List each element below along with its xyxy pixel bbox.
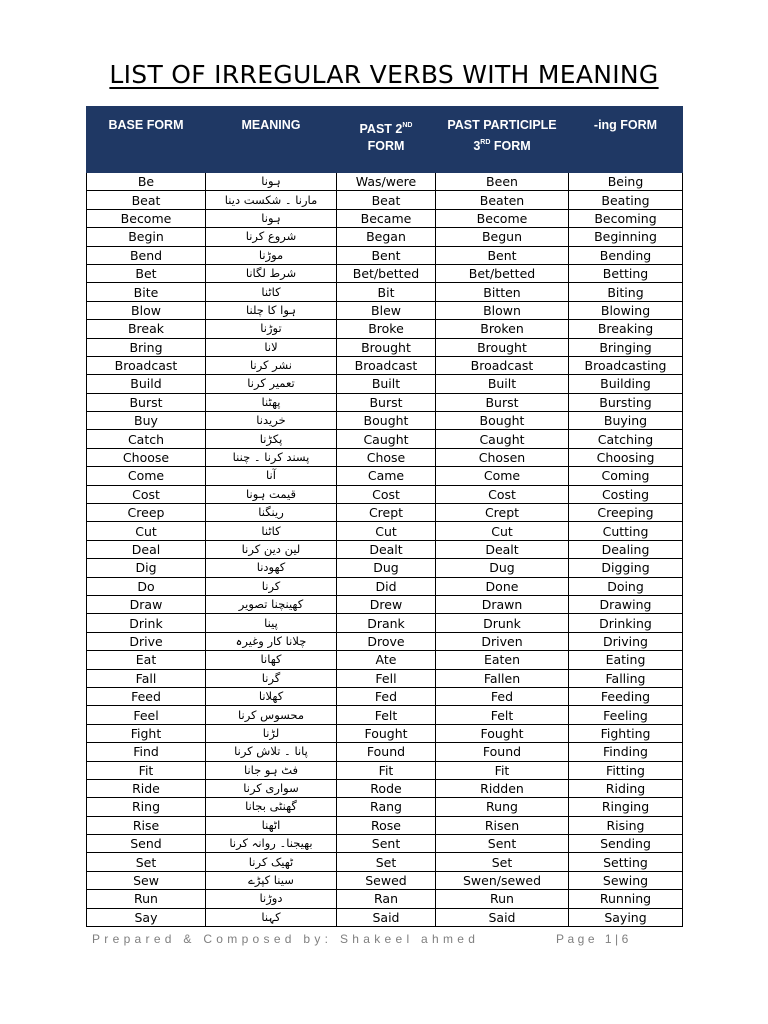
- cell-meaning: اٹھنا: [206, 816, 337, 834]
- cell-base-form: Catch: [87, 430, 206, 448]
- table-row: [87, 559, 683, 577]
- table-row: [87, 595, 683, 613]
- cell-past-form: Began: [337, 228, 436, 246]
- cell-base-form: Build: [87, 375, 206, 393]
- table-row: [87, 632, 683, 650]
- cell-past-form: Ran: [337, 890, 436, 908]
- cell-ing-form: Becoming: [569, 209, 683, 227]
- cell-past-form: Crept: [337, 504, 436, 522]
- cell-ing-form: Choosing: [569, 448, 683, 466]
- table-row: [87, 577, 683, 595]
- table-row: [87, 191, 683, 209]
- cell-ing-form: Dealing: [569, 540, 683, 558]
- cell-meaning: ہونا: [206, 173, 337, 191]
- cell-ing-form: Bringing: [569, 338, 683, 356]
- cell-base-form: Begin: [87, 228, 206, 246]
- cell-past-form: Drew: [337, 595, 436, 613]
- cell-base-form: Deal: [87, 540, 206, 558]
- cell-base-form: Eat: [87, 651, 206, 669]
- cell-past-form: Brought: [337, 338, 436, 356]
- header-base-form: BASE FORM: [87, 107, 206, 173]
- table-row: [87, 485, 683, 503]
- cell-past-participle: Built: [436, 375, 569, 393]
- cell-past-form: Drank: [337, 614, 436, 632]
- cell-past-participle: Set: [436, 853, 569, 871]
- table-row: [87, 173, 683, 191]
- footer-credit: Prepared & Composed by: Shakeel ahmed: [92, 932, 480, 946]
- cell-base-form: Feel: [87, 706, 206, 724]
- cell-ing-form: Feeling: [569, 706, 683, 724]
- cell-meaning: پانا ۔ تلاش کرنا: [206, 743, 337, 761]
- cell-base-form: Broadcast: [87, 356, 206, 374]
- cell-past-participle: Fit: [436, 761, 569, 779]
- cell-past-participle: Beaten: [436, 191, 569, 209]
- table-row: [87, 798, 683, 816]
- cell-ing-form: Beginning: [569, 228, 683, 246]
- table-row: [87, 743, 683, 761]
- cell-meaning: کھلانا: [206, 687, 337, 705]
- cell-ing-form: Creeping: [569, 504, 683, 522]
- cell-meaning: کھودنا: [206, 559, 337, 577]
- cell-past-participle: Become: [436, 209, 569, 227]
- footer-page-number: Page 1|6: [556, 932, 632, 946]
- cell-meaning: کہنا: [206, 908, 337, 926]
- cell-base-form: Ride: [87, 779, 206, 797]
- cell-ing-form: Driving: [569, 632, 683, 650]
- cell-meaning: فٹ ہو جانا: [206, 761, 337, 779]
- cell-base-form: Say: [87, 908, 206, 926]
- cell-ing-form: Coming: [569, 467, 683, 485]
- cell-past-participle: Been: [436, 173, 569, 191]
- cell-base-form: Come: [87, 467, 206, 485]
- cell-base-form: Creep: [87, 504, 206, 522]
- cell-meaning: پسند کرنا ۔ چننا: [206, 448, 337, 466]
- page-title: LIST OF IRREGULAR VERBS WITH MEANING: [109, 60, 659, 89]
- table-body: [87, 173, 683, 927]
- cell-ing-form: Ringing: [569, 798, 683, 816]
- cell-base-form: Blow: [87, 301, 206, 319]
- cell-past-form: Cost: [337, 485, 436, 503]
- cell-past-participle: Felt: [436, 706, 569, 724]
- cell-past-form: Bet/betted: [337, 264, 436, 282]
- cell-past-participle: Rung: [436, 798, 569, 816]
- cell-past-participle: Fought: [436, 724, 569, 742]
- cell-base-form: Send: [87, 835, 206, 853]
- cell-past-form: Built: [337, 375, 436, 393]
- table-row: [87, 264, 683, 282]
- cell-base-form: Buy: [87, 412, 206, 430]
- cell-past-form: Chose: [337, 448, 436, 466]
- cell-past-participle: Bitten: [436, 283, 569, 301]
- cell-meaning: کھینچنا تصویر: [206, 595, 337, 613]
- cell-ing-form: Falling: [569, 669, 683, 687]
- table-header-row: [87, 107, 683, 173]
- cell-ing-form: Beating: [569, 191, 683, 209]
- cell-base-form: Draw: [87, 595, 206, 613]
- table-row: [87, 614, 683, 632]
- cell-ing-form: Being: [569, 173, 683, 191]
- cell-past-participle: Fed: [436, 687, 569, 705]
- cell-past-participle: Sent: [436, 835, 569, 853]
- table-row: [87, 393, 683, 411]
- cell-meaning: کرنا: [206, 577, 337, 595]
- table-row: [87, 890, 683, 908]
- cell-meaning: سینا کپڑے: [206, 871, 337, 889]
- cell-base-form: Fit: [87, 761, 206, 779]
- cell-base-form: Beat: [87, 191, 206, 209]
- cell-past-participle: Bent: [436, 246, 569, 264]
- cell-past-form: Blew: [337, 301, 436, 319]
- cell-past-form: Beat: [337, 191, 436, 209]
- cell-past-participle: Chosen: [436, 448, 569, 466]
- cell-ing-form: Biting: [569, 283, 683, 301]
- table-row: [87, 209, 683, 227]
- cell-meaning: تعمیر کرنا: [206, 375, 337, 393]
- cell-meaning: نشر کرنا: [206, 356, 337, 374]
- cell-past-form: Fought: [337, 724, 436, 742]
- cell-meaning: کھانا: [206, 651, 337, 669]
- cell-ing-form: Catching: [569, 430, 683, 448]
- cell-ing-form: Sending: [569, 835, 683, 853]
- cell-past-form: Found: [337, 743, 436, 761]
- header-meaning: MEANING: [206, 107, 337, 173]
- cell-past-participle: Ridden: [436, 779, 569, 797]
- cell-ing-form: Eating: [569, 651, 683, 669]
- cell-base-form: Bend: [87, 246, 206, 264]
- table-row: [87, 448, 683, 466]
- table-row: [87, 283, 683, 301]
- table-row: [87, 853, 683, 871]
- cell-past-participle: Burst: [436, 393, 569, 411]
- cell-meaning: شرط لگانا: [206, 264, 337, 282]
- cell-ing-form: Digging: [569, 559, 683, 577]
- cell-base-form: Break: [87, 320, 206, 338]
- table-row: [87, 504, 683, 522]
- cell-base-form: Do: [87, 577, 206, 595]
- cell-meaning: لانا: [206, 338, 337, 356]
- cell-past-participle: Blown: [436, 301, 569, 319]
- cell-ing-form: Breaking: [569, 320, 683, 338]
- cell-base-form: Choose: [87, 448, 206, 466]
- cell-base-form: Ring: [87, 798, 206, 816]
- cell-ing-form: Doing: [569, 577, 683, 595]
- cell-meaning: مارنا ۔ شکست دینا: [206, 191, 337, 209]
- cell-meaning: محسوس کرنا: [206, 706, 337, 724]
- cell-past-form: Felt: [337, 706, 436, 724]
- cell-past-form: Bent: [337, 246, 436, 264]
- cell-base-form: Fight: [87, 724, 206, 742]
- cell-past-participle: Fallen: [436, 669, 569, 687]
- table-row: [87, 761, 683, 779]
- cell-past-form: Sewed: [337, 871, 436, 889]
- cell-ing-form: Saying: [569, 908, 683, 926]
- cell-past-form: Was/were: [337, 173, 436, 191]
- cell-past-form: Sent: [337, 835, 436, 853]
- cell-past-form: Bought: [337, 412, 436, 430]
- cell-past-participle: Bet/betted: [436, 264, 569, 282]
- table-row: [87, 522, 683, 540]
- cell-base-form: Dig: [87, 559, 206, 577]
- cell-past-participle: Drawn: [436, 595, 569, 613]
- cell-base-form: Cost: [87, 485, 206, 503]
- cell-ing-form: Costing: [569, 485, 683, 503]
- cell-past-form: Became: [337, 209, 436, 227]
- cell-base-form: Bite: [87, 283, 206, 301]
- cell-ing-form: Cutting: [569, 522, 683, 540]
- cell-past-form: Cut: [337, 522, 436, 540]
- cell-past-participle: Broken: [436, 320, 569, 338]
- cell-past-form: Caught: [337, 430, 436, 448]
- table-row: [87, 706, 683, 724]
- cell-ing-form: Running: [569, 890, 683, 908]
- table-row: [87, 835, 683, 853]
- cell-past-participle: Run: [436, 890, 569, 908]
- cell-base-form: Burst: [87, 393, 206, 411]
- cell-meaning: آنا: [206, 467, 337, 485]
- cell-past-form: Rode: [337, 779, 436, 797]
- header-ing-form: -ing FORM: [569, 107, 683, 173]
- cell-ing-form: Rising: [569, 816, 683, 834]
- cell-past-participle: Said: [436, 908, 569, 926]
- cell-past-form: Fed: [337, 687, 436, 705]
- irregular-verbs-table: [86, 106, 683, 927]
- table-row: [87, 338, 683, 356]
- cell-meaning: کاٹنا: [206, 283, 337, 301]
- cell-meaning: دوڑنا: [206, 890, 337, 908]
- cell-past-participle: Dealt: [436, 540, 569, 558]
- cell-past-participle: Swen/sewed: [436, 871, 569, 889]
- cell-meaning: لین دین کرنا: [206, 540, 337, 558]
- cell-past-participle: Eaten: [436, 651, 569, 669]
- cell-meaning: پھٹنا: [206, 393, 337, 411]
- cell-past-participle: Risen: [436, 816, 569, 834]
- cell-past-form: Did: [337, 577, 436, 595]
- table-row: [87, 356, 683, 374]
- cell-past-form: Set: [337, 853, 436, 871]
- cell-meaning: کاٹنا: [206, 522, 337, 540]
- cell-ing-form: Drawing: [569, 595, 683, 613]
- table-row: [87, 724, 683, 742]
- cell-past-form: Broadcast: [337, 356, 436, 374]
- table-row: [87, 779, 683, 797]
- cell-ing-form: Building: [569, 375, 683, 393]
- cell-ing-form: Bursting: [569, 393, 683, 411]
- cell-ing-form: Sewing: [569, 871, 683, 889]
- table-row: [87, 669, 683, 687]
- cell-base-form: Become: [87, 209, 206, 227]
- cell-past-form: Bit: [337, 283, 436, 301]
- cell-past-form: Dealt: [337, 540, 436, 558]
- cell-meaning: ہونا: [206, 209, 337, 227]
- table-row: [87, 871, 683, 889]
- table-row: [87, 228, 683, 246]
- table-row: [87, 246, 683, 264]
- cell-base-form: Find: [87, 743, 206, 761]
- cell-past-form: Came: [337, 467, 436, 485]
- cell-past-participle: Brought: [436, 338, 569, 356]
- cell-meaning: خریدنا: [206, 412, 337, 430]
- cell-ing-form: Fitting: [569, 761, 683, 779]
- cell-ing-form: Feeding: [569, 687, 683, 705]
- cell-meaning: قیمت ہونا: [206, 485, 337, 503]
- table-row: [87, 651, 683, 669]
- cell-ing-form: Buying: [569, 412, 683, 430]
- table-row: [87, 540, 683, 558]
- cell-past-participle: Cost: [436, 485, 569, 503]
- cell-past-form: Fell: [337, 669, 436, 687]
- cell-base-form: Bring: [87, 338, 206, 356]
- cell-meaning: گھنٹی بجانا: [206, 798, 337, 816]
- table-row: [87, 816, 683, 834]
- cell-past-participle: Bought: [436, 412, 569, 430]
- cell-meaning: پینا: [206, 614, 337, 632]
- cell-ing-form: Blowing: [569, 301, 683, 319]
- cell-past-form: Rose: [337, 816, 436, 834]
- cell-past-form: Said: [337, 908, 436, 926]
- cell-past-form: Ate: [337, 651, 436, 669]
- cell-meaning: رینگنا: [206, 504, 337, 522]
- cell-ing-form: Broadcasting: [569, 356, 683, 374]
- cell-ing-form: Bending: [569, 246, 683, 264]
- cell-meaning: توڑنا: [206, 320, 337, 338]
- cell-past-form: Rang: [337, 798, 436, 816]
- cell-past-form: Dug: [337, 559, 436, 577]
- cell-meaning: سواری کرنا: [206, 779, 337, 797]
- cell-base-form: Be: [87, 173, 206, 191]
- cell-past-participle: Cut: [436, 522, 569, 540]
- cell-past-participle: Dug: [436, 559, 569, 577]
- cell-past-participle: Broadcast: [436, 356, 569, 374]
- cell-base-form: Run: [87, 890, 206, 908]
- cell-meaning: ہوا کا چلنا: [206, 301, 337, 319]
- cell-base-form: Set: [87, 853, 206, 871]
- cell-past-participle: Found: [436, 743, 569, 761]
- cell-past-participle: Crept: [436, 504, 569, 522]
- cell-meaning: چلانا کار وغیرہ: [206, 632, 337, 650]
- cell-ing-form: Fighting: [569, 724, 683, 742]
- cell-meaning: ٹھیک کرنا: [206, 853, 337, 871]
- cell-base-form: Fall: [87, 669, 206, 687]
- cell-meaning: گرنا: [206, 669, 337, 687]
- cell-meaning: لڑنا: [206, 724, 337, 742]
- cell-base-form: Bet: [87, 264, 206, 282]
- header-past-participle: PAST PARTICIPLE 3RD FORM: [436, 107, 569, 173]
- cell-base-form: Rise: [87, 816, 206, 834]
- cell-ing-form: Riding: [569, 779, 683, 797]
- table-row: [87, 908, 683, 926]
- cell-past-participle: Driven: [436, 632, 569, 650]
- cell-past-form: Burst: [337, 393, 436, 411]
- cell-past-participle: Begun: [436, 228, 569, 246]
- table-row: [87, 375, 683, 393]
- cell-ing-form: Betting: [569, 264, 683, 282]
- cell-ing-form: Finding: [569, 743, 683, 761]
- cell-past-participle: Come: [436, 467, 569, 485]
- cell-meaning: موڑنا: [206, 246, 337, 264]
- header-past-form: PAST 2ND FORM: [337, 107, 436, 173]
- cell-base-form: Drink: [87, 614, 206, 632]
- cell-base-form: Sew: [87, 871, 206, 889]
- table-row: [87, 467, 683, 485]
- cell-past-participle: Drunk: [436, 614, 569, 632]
- table-row: [87, 412, 683, 430]
- cell-past-form: Fit: [337, 761, 436, 779]
- cell-meaning: پکڑنا: [206, 430, 337, 448]
- cell-base-form: Feed: [87, 687, 206, 705]
- table-row: [87, 687, 683, 705]
- cell-base-form: Cut: [87, 522, 206, 540]
- cell-base-form: Drive: [87, 632, 206, 650]
- table-row: [87, 301, 683, 319]
- cell-past-participle: Done: [436, 577, 569, 595]
- cell-past-form: Broke: [337, 320, 436, 338]
- cell-meaning: بھیجنا۔ روانہ کرنا: [206, 835, 337, 853]
- cell-ing-form: Drinking: [569, 614, 683, 632]
- table-row: [87, 430, 683, 448]
- cell-meaning: شروع کرنا: [206, 228, 337, 246]
- cell-past-participle: Caught: [436, 430, 569, 448]
- cell-past-form: Drove: [337, 632, 436, 650]
- table-row: [87, 320, 683, 338]
- cell-ing-form: Setting: [569, 853, 683, 871]
